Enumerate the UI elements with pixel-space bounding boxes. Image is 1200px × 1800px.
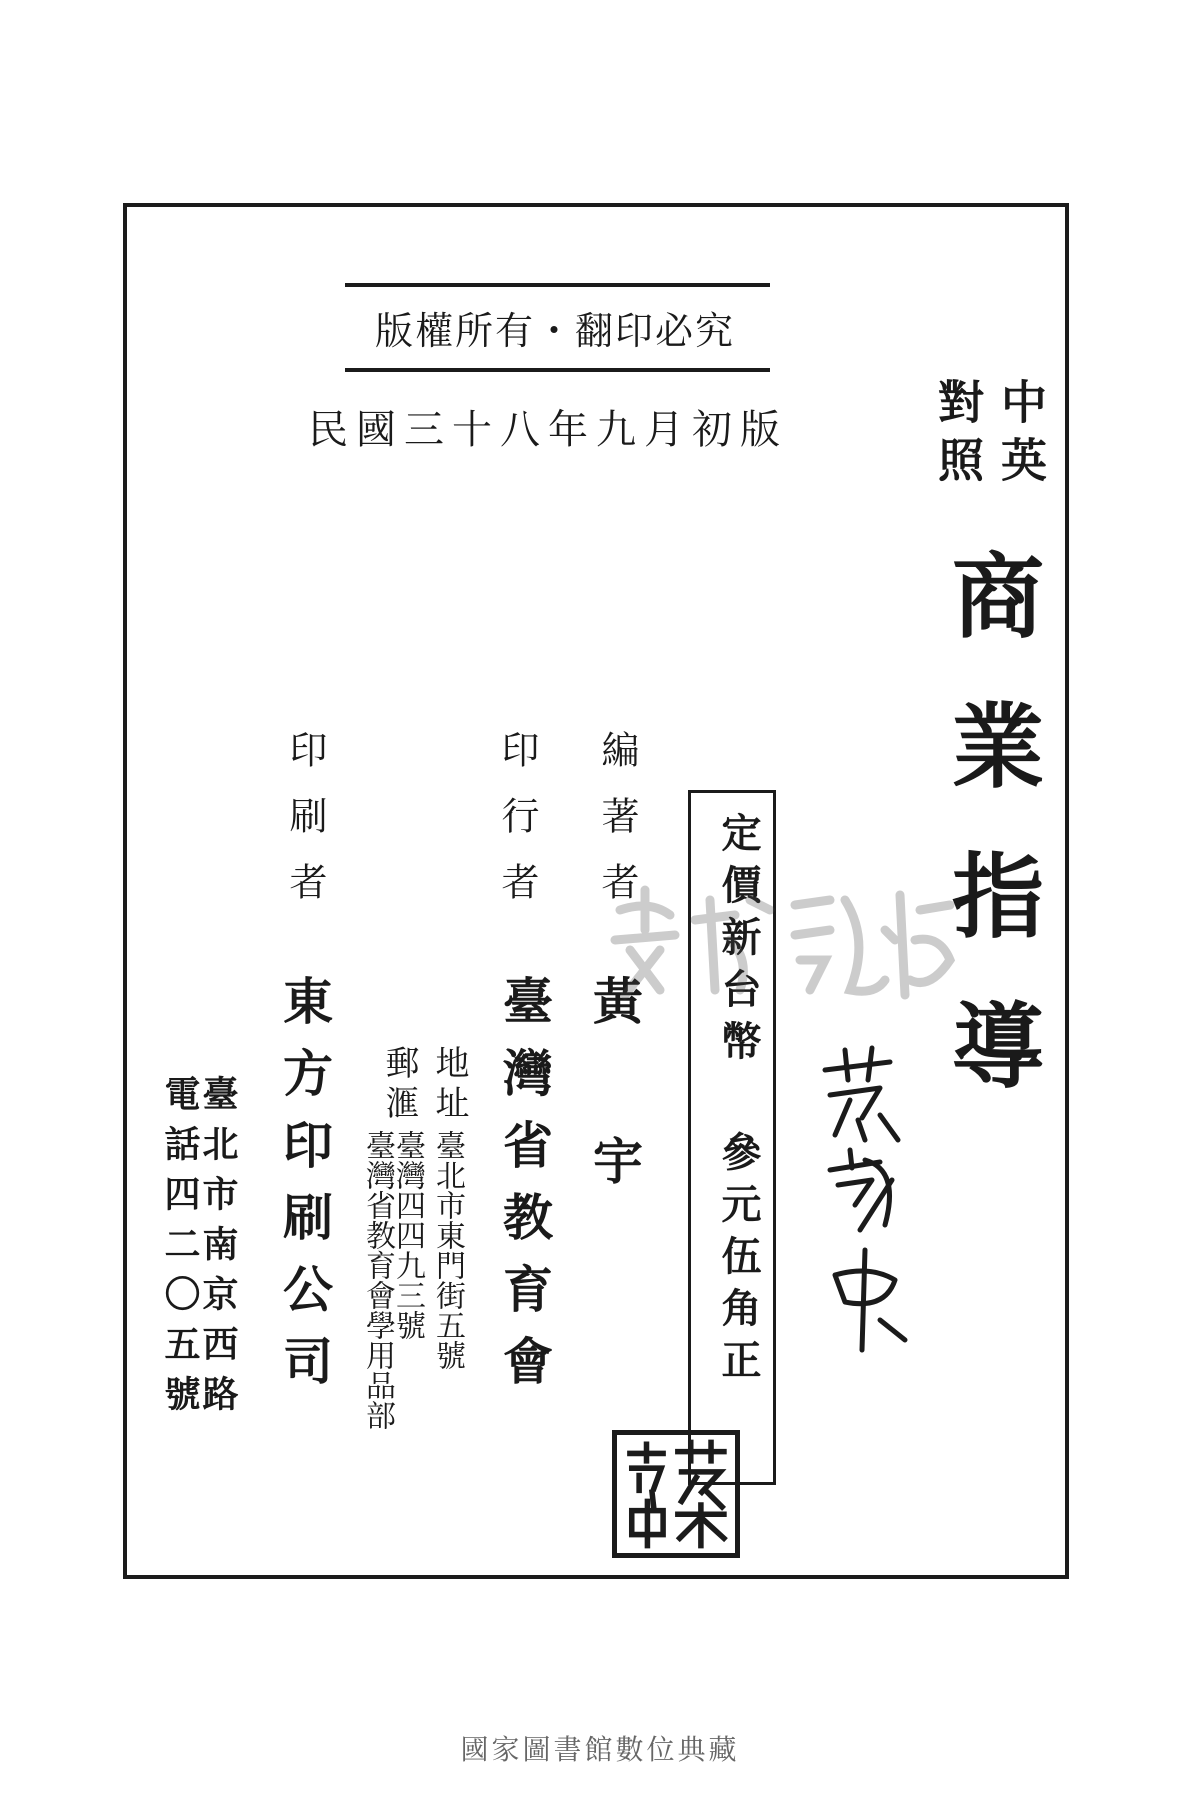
book-title: 商業指導 — [937, 548, 1045, 1148]
copyright-notice: 版權所有・翻印必究 — [374, 309, 735, 353]
edition-date: 民國三十八年九月初版 — [308, 407, 788, 453]
publisher-address: 臺北市東門街五號 — [430, 1130, 465, 1370]
printer-name: 東方印刷公司 — [275, 975, 334, 1407]
subtitle-line-2: 對照 — [931, 378, 985, 494]
subtitle-line-1: 中英 — [994, 378, 1048, 494]
seal-stamp — [612, 1430, 740, 1558]
footer-archive-label: 國家圖書館數位典藏 — [460, 1733, 740, 1766]
editor-label: 編著者 — [595, 730, 639, 928]
price-text: 定價新台幣 參元伍角正 — [715, 812, 762, 1391]
printer-phone: 電話四二〇五號 — [159, 1075, 201, 1425]
postal-label: 郵滙 — [379, 1045, 419, 1125]
publisher-name: 臺灣省教育會 — [495, 975, 554, 1407]
address-label: 地址 — [429, 1045, 469, 1125]
postal-account: 臺灣省教育會學用品部 — [360, 1130, 395, 1430]
postal-number: 臺灣四四九三號 — [390, 1130, 425, 1340]
handwritten-signature — [810, 1040, 920, 1370]
watermark-logo — [600, 880, 960, 1030]
printer-label: 印刷者 — [283, 730, 327, 928]
publisher-label: 印行者 — [495, 730, 539, 928]
editor-name: 黃宇 — [585, 975, 644, 1295]
printer-address: 臺北市南京西路 — [197, 1075, 239, 1425]
copyright-bottom-rule — [345, 368, 770, 372]
copyright-top-rule — [345, 283, 770, 287]
